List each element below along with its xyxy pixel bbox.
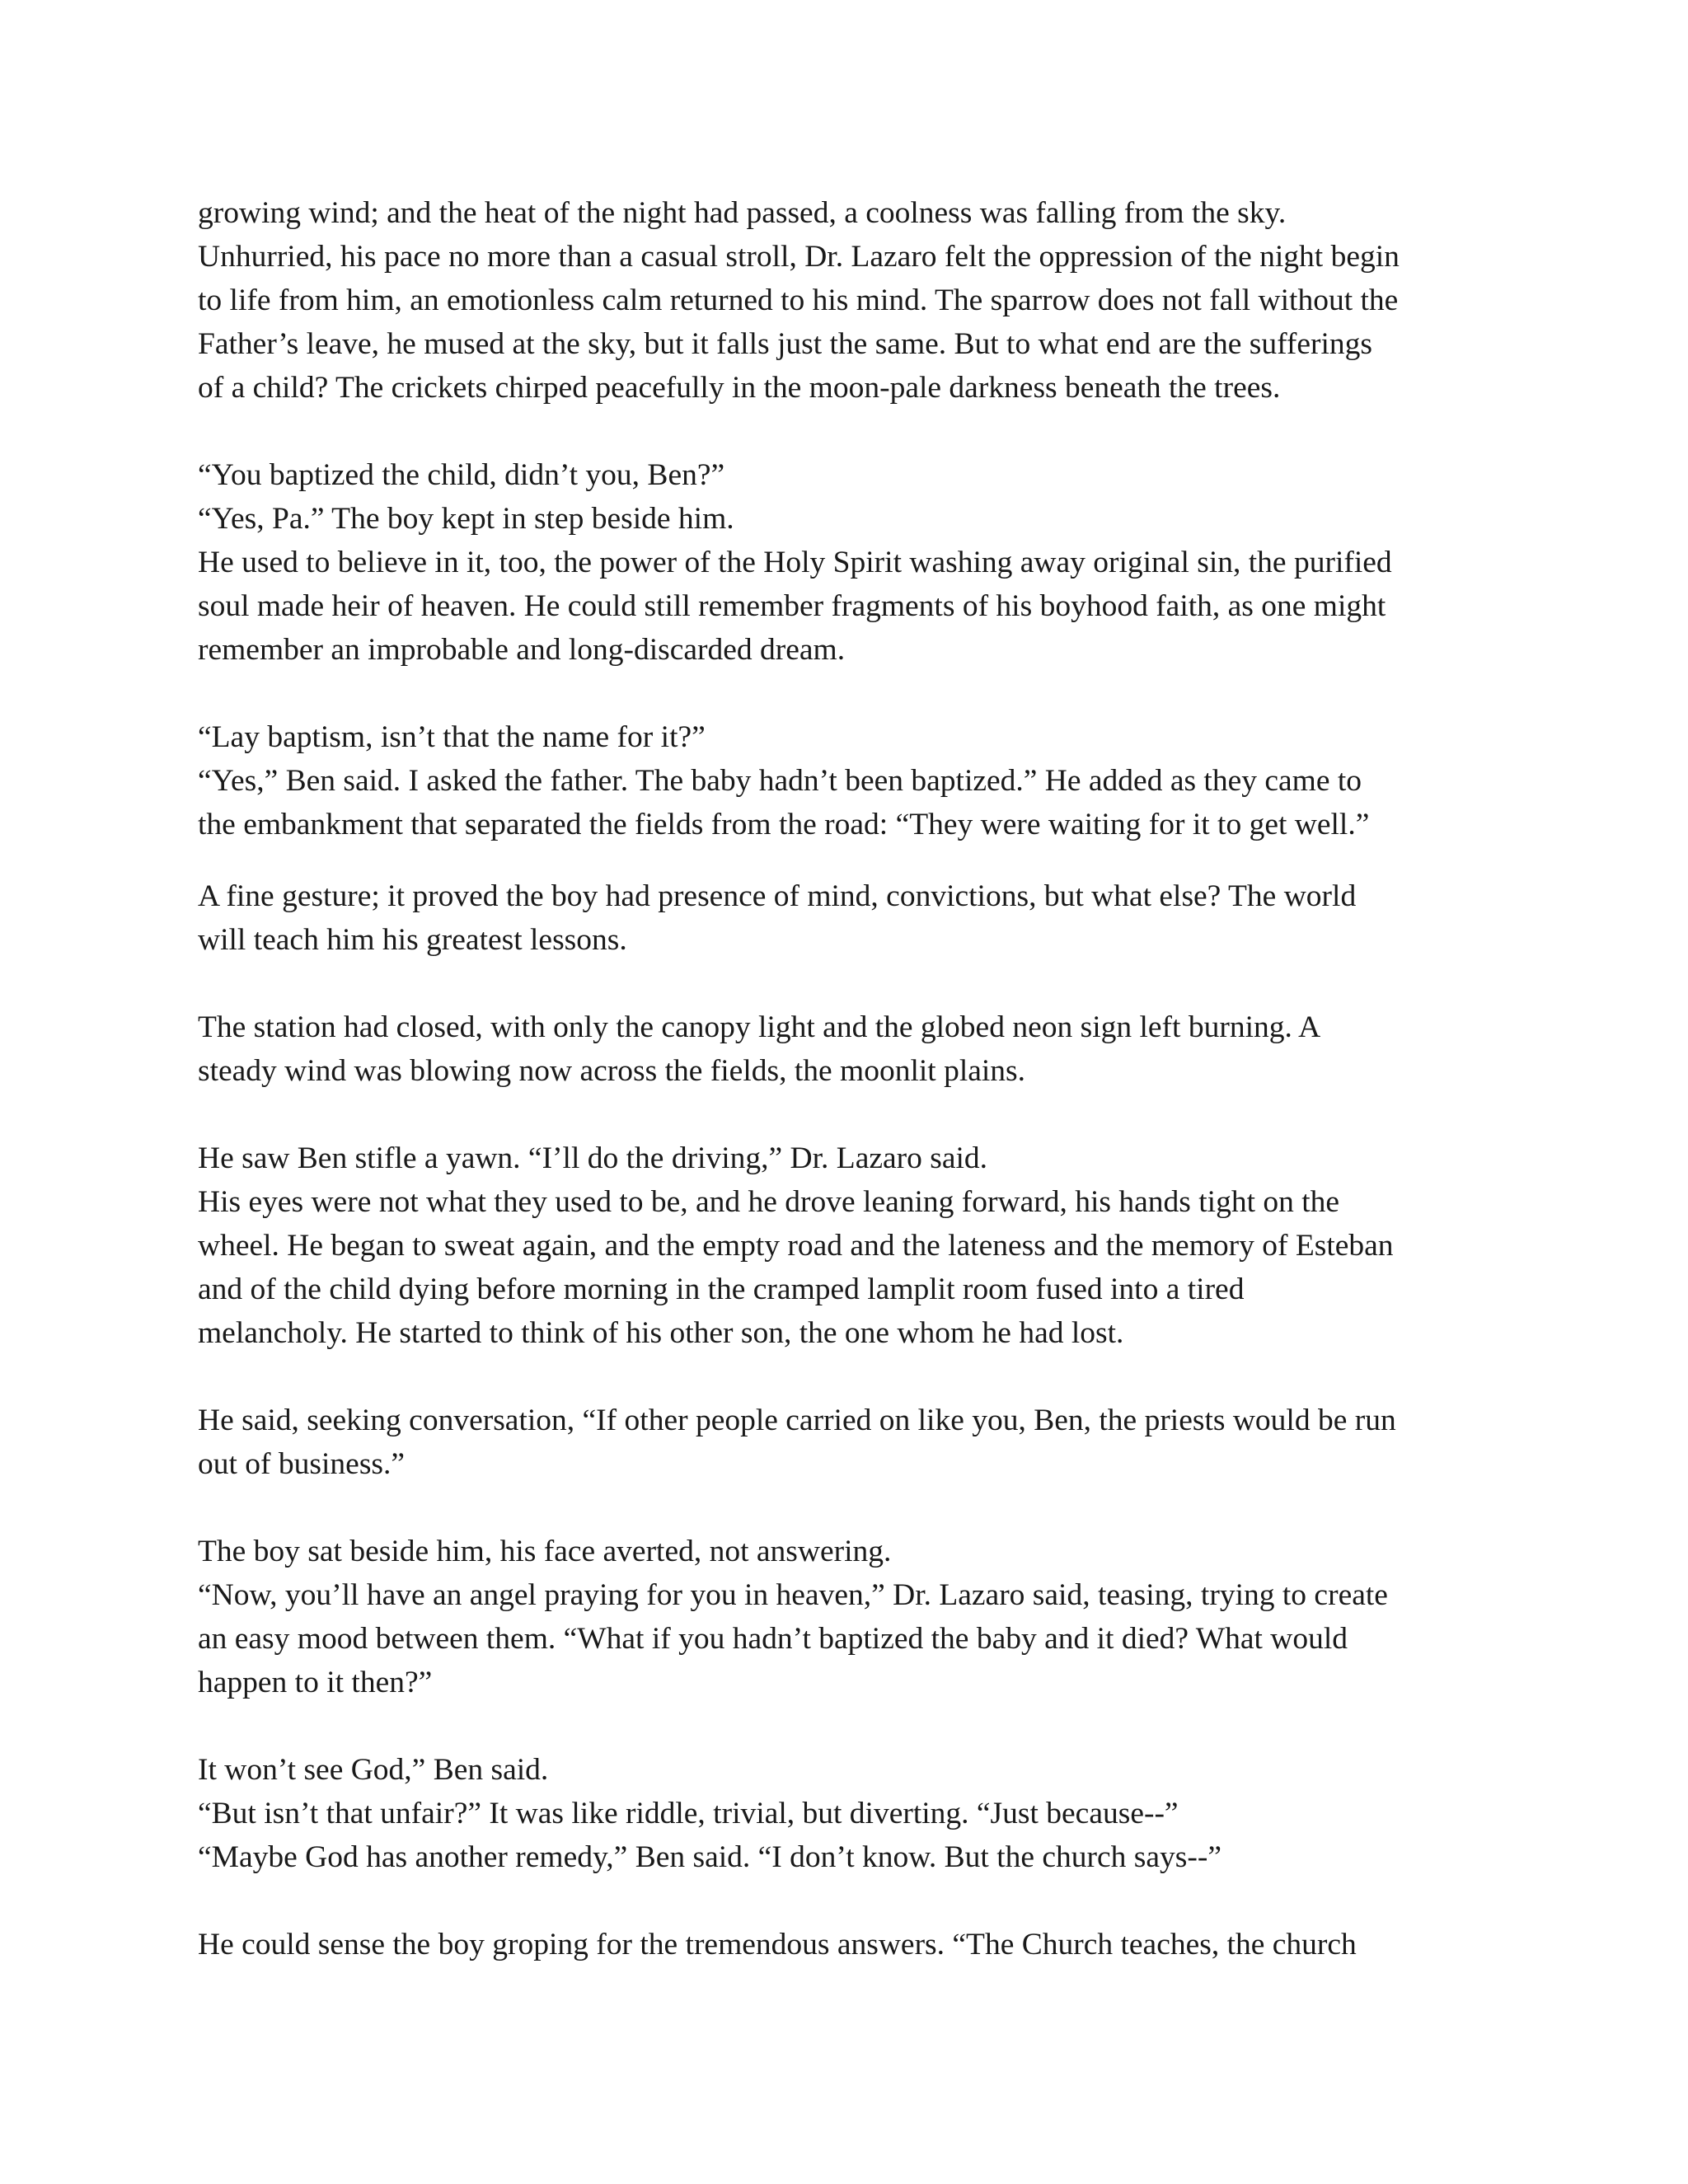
text-line: out of business.”	[198, 1447, 406, 1481]
text-line: will teach him his greatest lessons.	[198, 923, 627, 957]
text-line: to life from him, an emotionless calm returned to his mind. The sparrow does not fall without the	[198, 284, 1399, 317]
paragraph-3	[198, 715, 1517, 846]
text-line: melancholy. He started to think of his other son, the one whom he had lost.	[198, 1316, 1124, 1350]
text-line: A fine gesture; it proved the boy had presence of mind, convictions, but what else? The world	[198, 879, 1357, 913]
text-line: He could sense the boy groping for the tremendous answers. “The Church teaches, the church	[198, 1928, 1357, 1961]
text-line: happen to it then?”	[198, 1666, 433, 1699]
text-line: and of the child dying before morning in the cramped lamplit room fused into a tired	[198, 1272, 1245, 1306]
paragraph-6	[198, 1137, 1517, 1355]
text-line: It won’t see God,” Ben said.	[198, 1753, 549, 1787]
paragraph-8	[198, 1530, 1517, 1704]
paragraph-gap	[198, 1486, 1517, 1530]
text-line: of a child? The crickets chirped peacefully in the moon-pale darkness beneath the trees.	[198, 371, 1281, 405]
text-line: His eyes were not what they used to be, and he drove leaning forward, his hands tight on the	[198, 1185, 1340, 1219]
paragraph-gap	[198, 1704, 1517, 1748]
paragraph-7	[198, 1399, 1517, 1486]
text-line: the embankment that separated the fields from the road: “They were waiting for it to get well.”	[198, 808, 1370, 841]
text-line: “Yes,” Ben said. I asked the father. The baby hadn’t been baptized.” He added as they came to	[198, 764, 1362, 798]
text-line: He used to believe in it, too, the power of the Holy Spirit washing away original sin, the purified	[198, 546, 1392, 579]
paragraph-gap	[198, 410, 1517, 453]
text-line: “You baptized the child, didn’t you, Ben?”	[198, 458, 725, 492]
text-line: Unhurried, his pace no more than a casual stroll, Dr. Lazaro felt the oppression of the night begin	[198, 240, 1400, 274]
paragraph-gap	[198, 672, 1517, 715]
text-line: an easy mood between them. “What if you hadn’t baptized the baby and it died? What would	[198, 1622, 1348, 1656]
paragraph-gap	[198, 962, 1517, 1005]
text-line: remember an improbable and long-discarded dream.	[198, 633, 846, 667]
paragraph-10	[198, 1923, 1517, 1966]
paragraph-5	[198, 1005, 1517, 1093]
paragraph-gap	[198, 1879, 1517, 1923]
paragraph-4	[198, 874, 1517, 962]
text-line: “Maybe God has another remedy,” Ben said. “I don’t know. But the church says--”	[198, 1840, 1221, 1874]
paragraph-9	[198, 1748, 1517, 1879]
paragraph-gap	[198, 846, 1517, 874]
text-line: growing wind; and the heat of the night had passed, a coolness was falling from the sky.	[198, 196, 1287, 230]
paragraph-gap	[198, 1093, 1517, 1137]
text-line: The station had closed, with only the canopy light and the globed neon sign left burning. A	[198, 1010, 1321, 1044]
paragraph-2	[198, 453, 1517, 672]
story-text	[198, 191, 1517, 1966]
text-line: “But isn’t that unfair?” It was like riddle, trivial, but diverting. “Just because--”	[198, 1797, 1179, 1830]
text-line: “Yes, Pa.” The boy kept in step beside him.	[198, 502, 734, 536]
text-line: wheel. He began to sweat again, and the empty road and the lateness and the memory of Esteban	[198, 1229, 1394, 1263]
text-line: Father’s leave, he mused at the sky, but it falls just the same. But to what end are the sufferings	[198, 327, 1373, 361]
paragraph-gap	[198, 1355, 1517, 1399]
text-line: He said, seeking conversation, “If other people carried on like you, Ben, the priests would be run	[198, 1404, 1396, 1437]
text-line: soul made heir of heaven. He could still remember fragments of his boyhood faith, as one might	[198, 589, 1386, 623]
text-line: The boy sat beside him, his face averted, not answering.	[198, 1535, 892, 1568]
text-line: “Lay baptism, isn’t that the name for it?”	[198, 720, 706, 754]
text-line: “Now, you’ll have an angel praying for you in heaven,” Dr. Lazaro said, teasing, trying to create	[198, 1578, 1388, 1612]
paragraph-1	[198, 191, 1517, 410]
text-line: He saw Ben stifle a yawn. “I’ll do the driving,” Dr. Lazaro said.	[198, 1141, 988, 1175]
text-line: steady wind was blowing now across the fields, the moonlit plains.	[198, 1054, 1026, 1088]
